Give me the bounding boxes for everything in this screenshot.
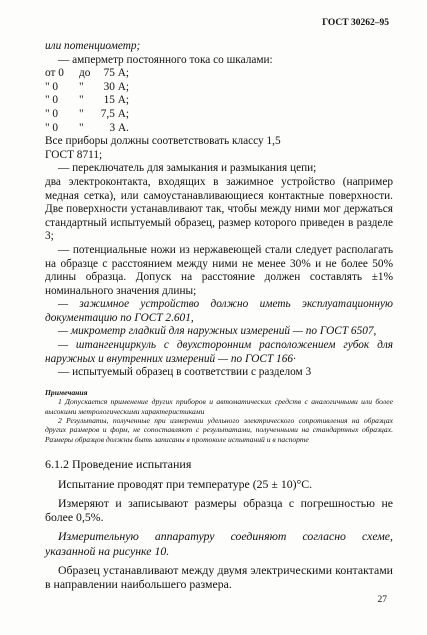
scale-value: 15 А; [103, 94, 129, 107]
paragraph: — потенциальные ножи из нержавеющей стали следует располагать на образце с расстоянием между ними не менее 30% и не более 50% длины образца. Допуск на расстояние должен составлять ±1% номинального значения длины; [45, 243, 393, 297]
scale-to: " [79, 121, 84, 134]
page-content [45, 40, 393, 591]
scale-to: до [79, 67, 91, 80]
notes-title: Примечания [45, 387, 88, 397]
scale-value: 7,5 А; [100, 107, 129, 120]
text-line: или потенциометр; [45, 40, 141, 52]
scale-row [45, 108, 393, 122]
note-item: 1 Допускается применение других приборов и автоматических средств с аналогичными или более высокими метрологическими характеристиками [45, 397, 393, 416]
text-line: — амперметр постоянного тока со шкалами: [58, 53, 273, 66]
scale-value: 30 А; [103, 80, 129, 93]
scale-from: " 0 [45, 121, 59, 134]
paragraph: Измеряют и записывают размеры образца с погрешностью не более 0,5%. [45, 496, 393, 525]
paragraph: два электроконтакта, входящих в зажимное устройство (например медная сетка), или самоустанавливающиеся контактные поверхности. Две поверхности устанавливают так, чтобы между ними мог держаться стандартный испытуемый образец, размер которого приведен в разделе 3; [45, 175, 393, 243]
paragraph: Испытание проводят при температуре (25 ± 10)°С. [58, 476, 313, 491]
text-line: Все приборы должны соответствовать классу 1,5 [45, 135, 281, 148]
text-line: — испытуемый образец в соответствии с разделом 3 [58, 366, 312, 379]
scale-value: 3 А. [109, 121, 129, 134]
notes-block [45, 388, 393, 444]
paragraph: Образец устанавливают между двумя электрическими контактами в направлении наибольшего размера. [45, 562, 393, 592]
scale-from: от 0 [45, 67, 64, 80]
page-header: ГОСТ 30262–95 [322, 18, 389, 28]
text-line: ГОСТ 8711; [45, 148, 103, 161]
paragraph: — зажимное устройство должно иметь эксплуатационную документацию по ГОСТ 2.601, [45, 298, 393, 324]
note-item: 2 Результаты, полученные при измерении удельного электрического сопротивления на образцах других размеров и форм, не сопоставляют с результатами, полученными на стандартных образцах. Размеры образцов должны быть записаны в протоколе испытаний и в паспорте [45, 416, 393, 444]
paragraph: — штангенциркуль с двухсторонним расположением губок для наружных и внутренних измерений — по ГОСТ 166· [45, 339, 393, 365]
scales-table [45, 67, 393, 135]
section-heading: 6.1.2 Проведение испытания [45, 457, 192, 472]
scale-to: " [79, 107, 84, 120]
text-line: — микрометр гладкий для наружных измерений — по ГОСТ 6507, [58, 325, 377, 338]
scale-value: 75 А; [103, 67, 129, 80]
scale-row [45, 67, 393, 81]
scale-to: " [79, 80, 84, 93]
paragraph: Измерительную аппаратуру соединяют согласно схеме, указанной на рисунке 10. [45, 529, 393, 558]
scale-from: " 0 [45, 80, 59, 93]
scale-to: " [79, 94, 84, 107]
scale-row [45, 94, 393, 108]
scale-from: " 0 [45, 107, 59, 120]
scale-row [45, 81, 393, 95]
page-number: 27 [377, 595, 387, 605]
scale-from: " 0 [45, 94, 59, 107]
text-line: — переключатель для замыкания и размыкания цепи; [58, 162, 317, 175]
scale-row [45, 122, 393, 136]
